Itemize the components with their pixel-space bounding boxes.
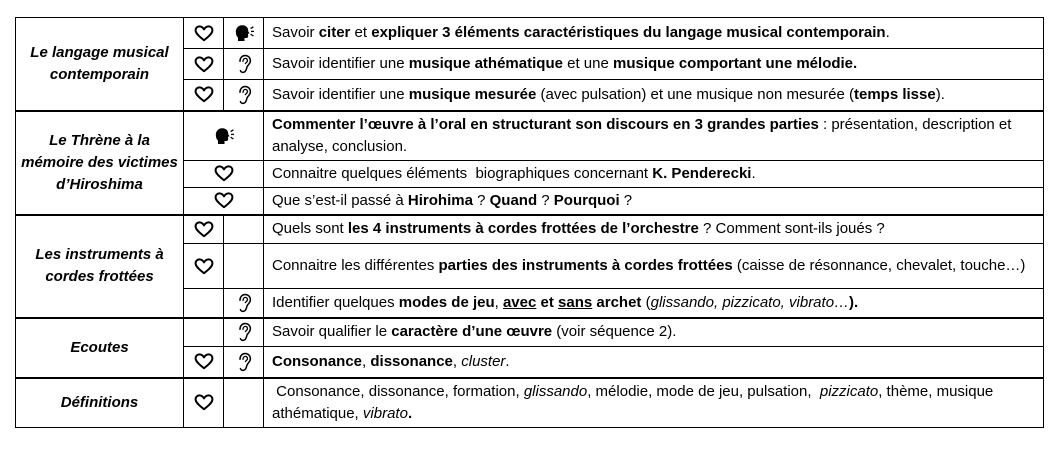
text-run: Consonance [272,352,363,370]
text-run: Pourquoi [553,191,620,209]
icon-cell [184,289,224,318]
text-run: parties des instruments à cordes frottées [438,257,733,274]
skill-text [264,318,1044,347]
skills-table-body [16,18,1044,428]
text-run: . [885,24,890,41]
heart-icon [194,257,214,274]
text-run: Savoir qualifier le [272,323,392,341]
heart-icon [214,192,234,209]
text-run: et [536,293,559,311]
table-row [16,215,1044,244]
text-run: . [751,164,756,182]
text-run: et une [562,55,613,72]
icon-cell [224,347,264,378]
icon-cell [184,318,224,347]
text-run: ). [849,293,859,311]
text-run: Quels sont [272,220,348,238]
skill-text [264,160,1044,187]
skill-text [264,289,1044,318]
text-run: Connaitre les différentes [272,257,439,274]
text-run: Connaitre quelques éléments biographiques concernant [272,164,653,182]
text-run: , thème, musique athématique, [272,382,998,422]
ear-icon [236,294,252,311]
text-run: Commenter l’œuvre à l’oral en structurant son discours en 3 grandes parties [272,115,819,133]
text-run: Savoir identifier une [272,85,409,103]
heart-icon [214,165,234,182]
text-run: les 4 instruments à cordes frottées de l’orchestre [347,220,699,238]
table-row [16,378,1044,428]
text-run: Consonance, dissonance, formation, [272,382,524,400]
icon-cell [184,18,224,49]
text-run: dissonance [370,352,453,370]
icon-cell [184,160,264,187]
topic-cell [16,215,184,318]
text-run: , [452,352,462,370]
text-run: Identifier quelques [272,293,399,311]
ear-icon [236,323,252,340]
icon-cell [184,80,224,111]
text-run: pizzicato [819,382,879,400]
skill-text [264,244,1044,289]
topic-label: Les instruments à cordes frottées [35,246,164,285]
topic-label: Le Thrène à la mémoire des victimes d’Hiroshima [21,131,178,193]
icon-cell [184,111,264,161]
text-run: (voir séquence 2). [552,323,677,341]
icon-cell [184,49,224,80]
text-run: temps lisse [854,85,936,103]
topic-cell [16,318,184,378]
table-row [16,111,1044,161]
icon-cell [224,80,264,111]
text-run: avec [502,293,537,311]
text-run: et [350,24,372,41]
text-run: Savoir identifier une [272,55,409,72]
text-run: (avec pulsation) et une musique non mesurée ( [536,85,854,103]
icon-cell [184,347,224,378]
skill-text [264,378,1044,428]
topic-label: Le langage musical contemporain [30,43,169,83]
text-run: , [362,352,371,370]
text-run: ). [935,85,945,103]
skill-text [264,49,1044,80]
table-row [16,18,1044,49]
text-run: , [494,293,503,311]
text-run: . [407,404,413,422]
skill-text [264,18,1044,49]
topic-label: Définitions [60,393,139,411]
icon-cell [224,18,264,49]
text-run: vibrato [362,404,408,422]
skill-text [264,215,1044,244]
icon-cell [184,215,224,244]
ear-icon [236,86,252,103]
heart-icon [194,24,214,41]
text-run: cluster [461,352,506,370]
skill-text [264,111,1044,161]
text-run: (caisse de résonnance, chevalet, touche…) [732,257,1026,274]
text-run: glissando [523,382,588,400]
text-run: citer [318,24,351,41]
text-run: ? Comment sont-ils joués ? [698,220,885,238]
icon-cell [224,49,264,80]
text-run: ( [641,293,651,311]
text-run: musique mesurée [408,85,537,103]
text-run: . [505,352,510,370]
skill-text [264,347,1044,378]
text-run: ? [537,191,554,209]
topic-label: Ecoutes [70,338,129,356]
skills-table [15,17,1044,428]
text-run: ? [619,191,633,209]
skill-text [264,187,1044,215]
text-run: Savoir [272,24,319,41]
text-run: caractère d’une œuvre [391,323,553,341]
icon-cell [224,215,264,244]
text-run: K. Penderecki [652,164,752,182]
text-run: Quand [489,191,538,209]
text-run: : présentation, description et analyse, conclusion. [272,115,1016,155]
icon-cell [184,378,224,428]
heart-icon [194,353,214,370]
table-row [16,318,1044,347]
skill-text [264,80,1044,111]
topic-cell [16,111,184,215]
text-run: modes de jeu [398,293,495,311]
text-run: musique athématique [408,55,563,72]
text-run: musique comportant une mélodie. [613,55,858,72]
icon-cell [224,244,264,289]
speaking-head-icon [213,127,235,144]
text-run: , mélodie, mode de jeu, pulsation, [587,382,820,400]
speaking-head-icon [233,24,255,41]
icon-cell [184,244,224,289]
icon-cell [184,187,264,215]
text-run: Hirohima [407,191,473,209]
text-run: archet [592,293,642,311]
heart-icon [194,86,214,103]
text-run: sans [558,293,593,311]
text-run: Que s’est-il passé à [272,191,408,209]
topic-cell [16,378,184,428]
text-run: ? [472,191,490,209]
heart-icon [194,55,214,72]
text-run: glissando, pizzicato, vibrato… [650,293,850,311]
ear-icon [236,353,252,370]
heart-icon [194,394,214,411]
icon-cell [224,378,264,428]
heart-icon [194,220,214,237]
icon-cell [224,318,264,347]
topic-cell [16,18,184,111]
text-run: expliquer 3 éléments caractéristiques du langage musical contemporain [371,24,886,41]
icon-cell [224,289,264,318]
ear-icon [236,55,252,72]
